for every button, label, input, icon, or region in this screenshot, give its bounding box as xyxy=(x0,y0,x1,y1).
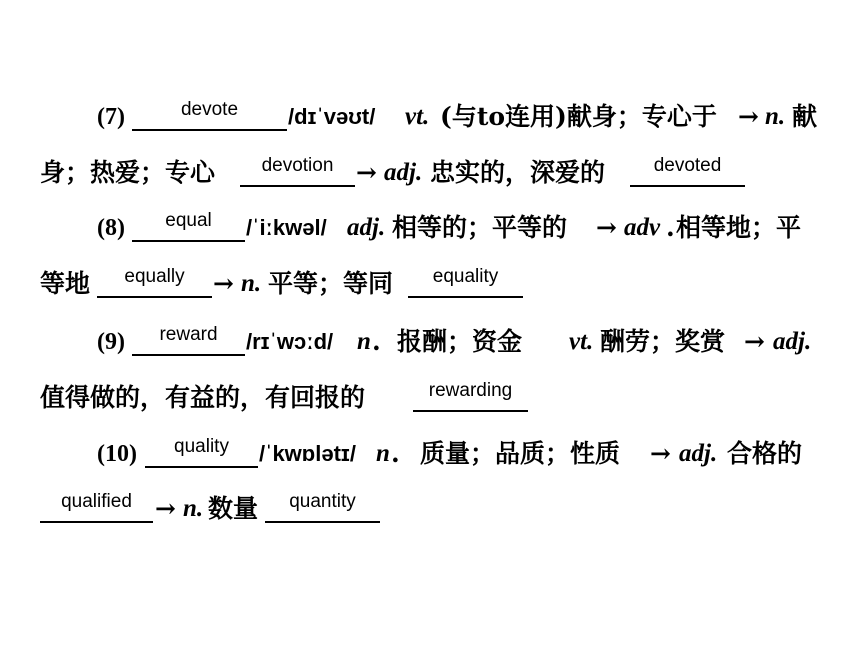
definition: 相等地；平 xyxy=(676,213,802,242)
definition: 值得做的，有益的，有回报的 xyxy=(40,383,366,412)
arrow: → xyxy=(596,213,617,242)
definition: 忠实的，深爱的 xyxy=(430,158,606,187)
arrow: → xyxy=(356,158,377,187)
phonetic: /dɪˈvəʊt/ xyxy=(288,104,376,129)
entry-number: (7) xyxy=(97,104,125,130)
answer-text: qualified xyxy=(61,491,132,512)
answer-blank xyxy=(413,378,528,412)
answer-blank xyxy=(97,264,212,298)
punctuation: . xyxy=(391,439,400,468)
definition: 等地 xyxy=(40,269,91,298)
answer-text: rewarding xyxy=(428,380,513,401)
answer-blank xyxy=(132,97,287,131)
definition: 数量 xyxy=(208,494,259,523)
phonetic: /ˈkwɒlətɪ/ xyxy=(259,441,356,466)
answer-text: reward xyxy=(159,324,218,345)
answer-text: equality xyxy=(432,266,499,287)
definition: 相等的；平等的 xyxy=(392,213,568,242)
arrow: → xyxy=(744,327,765,356)
pos-label: adj. xyxy=(679,440,718,467)
pos-label: adv xyxy=(624,214,661,241)
entry-number: (10) xyxy=(97,441,137,467)
answer-text: devotion xyxy=(261,155,334,176)
answer-blank xyxy=(630,153,745,187)
answer-text: equally xyxy=(124,266,185,287)
punctuation: . xyxy=(372,327,381,356)
arrow: → xyxy=(738,102,759,131)
answer-blank xyxy=(132,322,245,356)
punctuation: . xyxy=(666,213,675,242)
answer-text: equal xyxy=(165,210,212,231)
pos-label: n. xyxy=(241,270,262,297)
definition: 身；热爱；专心 xyxy=(40,158,216,187)
arrow: → xyxy=(155,494,176,523)
entry-number: (8) xyxy=(97,215,125,241)
pos-label: adj. xyxy=(773,328,812,355)
answer-blank xyxy=(40,489,153,523)
answer-blank xyxy=(145,434,258,468)
pos-label: n. xyxy=(183,495,204,522)
definition: 质量；品质；性质 xyxy=(420,439,621,468)
pos-label: vt. xyxy=(405,103,430,130)
answer-blank xyxy=(265,489,380,523)
pos-label: n. xyxy=(765,103,786,130)
definition: 报酬；资金 xyxy=(397,327,523,356)
arrow: → xyxy=(650,439,671,468)
definition: 合格的 xyxy=(727,439,803,468)
answer-blank xyxy=(132,208,245,242)
entry-number: (9) xyxy=(97,329,125,355)
answer-text: quality xyxy=(174,436,229,457)
answer-text: devoted xyxy=(653,155,722,176)
answer-blank xyxy=(240,153,355,187)
arrow: → xyxy=(213,269,234,298)
definition: 酬劳；奖赏 xyxy=(600,327,726,356)
answer-text: quantity xyxy=(289,491,356,512)
phonetic: /ˈiːkwəl/ xyxy=(246,215,327,240)
definition: (与to连用)献身；专心于 xyxy=(440,102,717,131)
definition: 平等；等同 xyxy=(268,269,394,298)
pos-label: n xyxy=(376,440,390,467)
pos-label: adj. xyxy=(384,159,423,186)
pos-label: vt. xyxy=(569,328,594,355)
definition: 献 xyxy=(792,102,818,131)
pos-label: n xyxy=(357,328,371,355)
answer-text: devote xyxy=(180,99,239,120)
answer-blank xyxy=(408,264,523,298)
phonetic: /rɪˈwɔːd/ xyxy=(246,329,334,354)
pos-label: adj. xyxy=(347,214,386,241)
